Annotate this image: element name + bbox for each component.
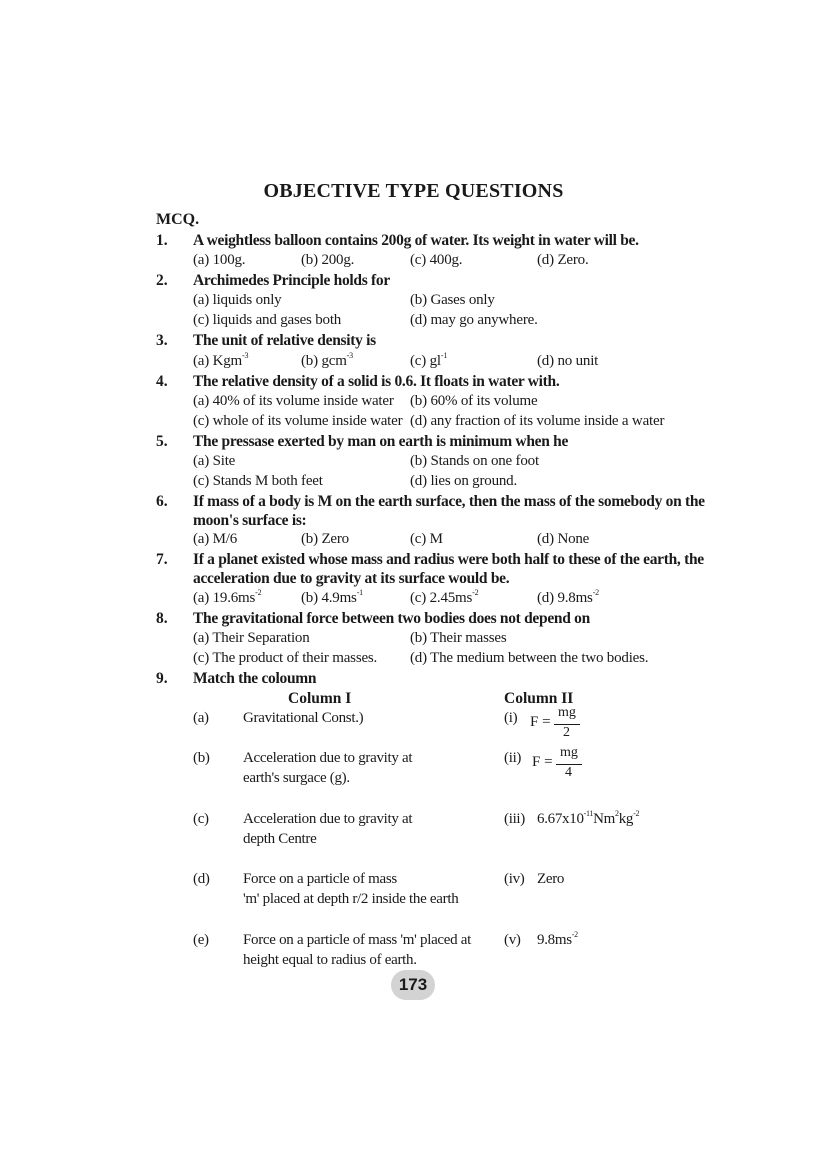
match-roman: (ii) bbox=[504, 750, 522, 766]
question-number: 9. bbox=[156, 670, 168, 687]
option: (a) $19.6ms^{-2}$ bbox=[193, 588, 262, 606]
option: (a) Site bbox=[193, 453, 236, 469]
option: (d) The medium between the two bodies. bbox=[410, 650, 649, 666]
section-label: MCQ. bbox=[156, 211, 200, 228]
option: (c) 400g. bbox=[410, 252, 463, 268]
option: (b) Gases only bbox=[410, 292, 495, 308]
match-roman: (iii) bbox=[504, 811, 525, 827]
option: (a) Kgm$^{-3}$ bbox=[193, 351, 249, 369]
question-text: A weightless balloon contains 200g of water. Its weight in water will be. bbox=[193, 232, 639, 249]
option: (a) M/6 bbox=[193, 531, 238, 547]
option: (b) Their masses bbox=[410, 630, 507, 646]
option: (d) $9.8ms^{-2}$ bbox=[537, 588, 599, 606]
option: (c) $2.45ms^{-2}$ bbox=[410, 588, 479, 606]
option: (b) Stands on one foot bbox=[410, 453, 539, 469]
option: (c) whole of its volume inside water bbox=[193, 413, 403, 429]
match-left-text: depth Centre bbox=[243, 831, 317, 847]
option: (a) 100g. bbox=[193, 252, 246, 268]
match-label: (c) bbox=[193, 811, 209, 827]
question-number: 4. bbox=[156, 373, 168, 390]
match-left-text: earth's surgace (g). bbox=[243, 770, 350, 786]
question-text: The relative density of a solid is 0.6. It floats in water with. bbox=[193, 373, 560, 390]
question-text: Match the coloumn bbox=[193, 670, 317, 687]
match-left-text: height equal to radius of earth. bbox=[243, 952, 417, 968]
question-text: The gravitational force between two bodies does not depend on bbox=[193, 610, 590, 627]
option: (a) liquids only bbox=[193, 292, 282, 308]
question-number: 3. bbox=[156, 332, 168, 349]
match-label: (b) bbox=[193, 750, 210, 766]
option: (a) 40% of its volume inside water bbox=[193, 393, 394, 409]
option: (d) may go anywhere. bbox=[410, 312, 538, 328]
option: (c) The product of their masses. bbox=[193, 650, 378, 666]
match-label: (d) bbox=[193, 871, 210, 887]
match-label: (a) bbox=[193, 710, 209, 726]
question-text: The unit of relative density is bbox=[193, 332, 376, 349]
option: (b) 200g. bbox=[301, 252, 355, 268]
question-number: 5. bbox=[156, 433, 168, 450]
page-title: OBJECTIVE TYPE QUESTIONS bbox=[263, 180, 564, 202]
question-number: 8. bbox=[156, 610, 168, 627]
question-number: 6. bbox=[156, 493, 168, 510]
option: (c) M bbox=[410, 531, 443, 547]
option: (d) no unit bbox=[537, 353, 599, 369]
match-left-text: Force on a particle of mass 'm' placed at bbox=[243, 932, 472, 948]
option: (d) Zero. bbox=[537, 252, 589, 268]
match-right-text: $6.67x10^{-11}Nm^2kg^{-2}$ bbox=[537, 809, 640, 827]
match-right-text: $9.8ms^{-2}$ bbox=[537, 930, 578, 948]
option: (b) 60% of its volume bbox=[410, 393, 538, 409]
match-left-text: Gravitational Const.) bbox=[243, 710, 364, 726]
option: (b) $4.9ms^{-1}$ bbox=[301, 588, 363, 606]
option: (d) lies on ground. bbox=[410, 473, 518, 489]
match-left-text: Force on a particle of mass bbox=[243, 871, 397, 887]
match-roman: (v) bbox=[504, 932, 521, 948]
option: (d) None bbox=[537, 531, 590, 547]
option: (a) Their Separation bbox=[193, 630, 310, 646]
column-2-header: Column II bbox=[504, 690, 574, 707]
match-left-text: Acceleration due to gravity at bbox=[243, 811, 413, 827]
question-text: The pressase exerted by man on earth is minimum when he bbox=[193, 433, 569, 450]
match-label: (e) bbox=[193, 932, 209, 948]
question-text: Archimedes Principle holds for bbox=[193, 272, 390, 289]
question-text: If a planet existed whose mass and radius were both half to these of the earth, the bbox=[193, 551, 704, 568]
match-roman: (iv) bbox=[504, 871, 525, 887]
question-text-continued: acceleration due to gravity at its surface would be. bbox=[193, 570, 510, 587]
option: (c) Stands M both feet bbox=[193, 473, 323, 489]
question-text: If mass of a body is M on the earth surface, then the mass of the somebody on the bbox=[193, 493, 705, 510]
match-left-text: Acceleration due to gravity at bbox=[243, 750, 413, 766]
question-text-continued: moon's surface is: bbox=[193, 512, 307, 529]
option: (b) gcm$^{-3}$ bbox=[301, 351, 353, 369]
question-number: 2. bbox=[156, 272, 168, 289]
option: (c) $gl^{-1}$ bbox=[410, 351, 448, 369]
page-number-badge: 173 bbox=[391, 970, 435, 1000]
option: (d) any fraction of its volume inside a water bbox=[410, 413, 665, 429]
match-right-text: Zero bbox=[537, 871, 565, 887]
column-1-header: Column I bbox=[288, 690, 352, 707]
question-number: 7. bbox=[156, 551, 168, 568]
match-left-text: 'm' placed at depth r/2 inside the earth bbox=[243, 891, 459, 907]
formula-fraction: F = mg 4 bbox=[532, 754, 553, 771]
option: (c) liquids and gases both bbox=[193, 312, 342, 328]
question-number: 1. bbox=[156, 232, 168, 249]
option: (b) Zero bbox=[301, 531, 349, 547]
formula-fraction: F = mg 2 bbox=[530, 714, 551, 731]
match-roman: (i) bbox=[504, 710, 518, 726]
